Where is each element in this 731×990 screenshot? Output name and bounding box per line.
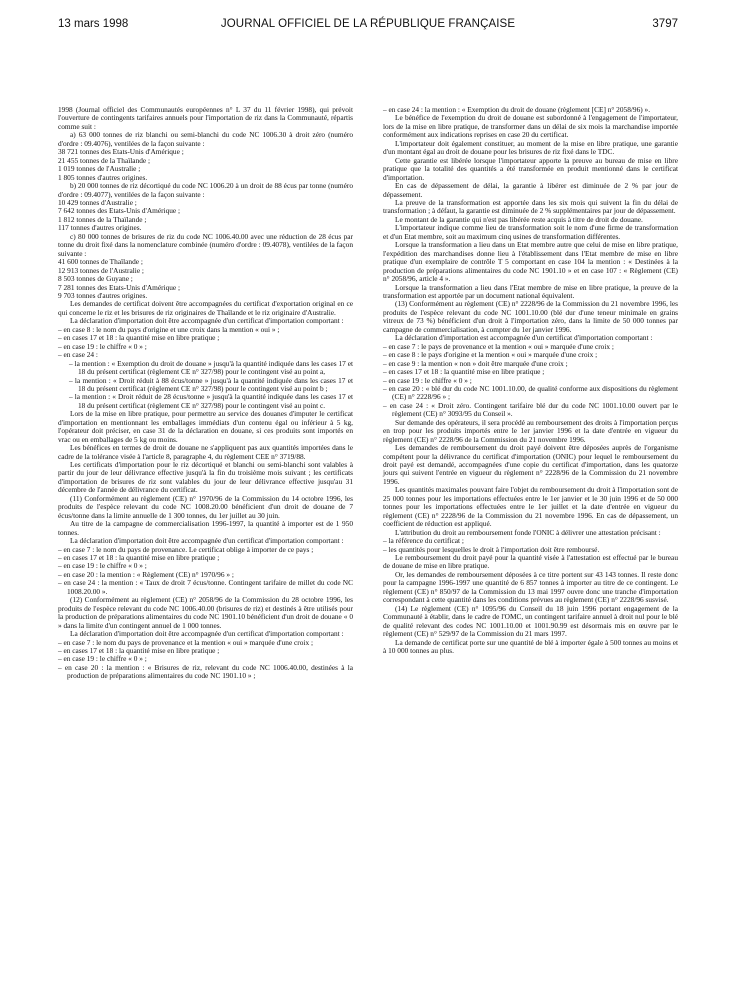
page-header xyxy=(58,18,678,40)
paragraph: (14) Le règlement (CE) n° 1095/96 du Conseil du 18 juin 1996 portant engagement de la Communauté à établir, dans le cadre de l'OMC, un contingent tarifaire annuel à droit nul pour le blé de qualité relevant des codes NC 1001.10.00 et 1001.90.99 est désormais mis en œuvre par le règlement (CE) n° 529/97 de la Commission du 21 mars 1997. xyxy=(383,603,678,639)
list-line: 1 019 tonnes de l'Australie ; xyxy=(58,164,141,174)
paragraph: Or, les demandes de remboursement déposées à ce titre portent sur 43 143 tonnes. Il reste donc pour la campagne 1996-1997 une quantité de 6 857 tonnes à importer au titre de ce contingent. Le règlement (CE) n° 850/97 de la Commission du 13 mai 1997 ouvre donc une tranche d'importation correspondant à cette quantité dans les conditions prévues au règlement (CE) n° 2228/96 susvisé. xyxy=(383,569,678,605)
list-item: – la mention : « Droit réduit de 28 écus/tonne » jusqu'à la quantité indiquée dans les cases 17 et 18 du présent certificat (règlement CE n° 327/98) pour le contingent visé au point c. xyxy=(69,392,353,410)
paragraph: La déclaration d'importation est accompagnée d'un certificat d'importation comportant : xyxy=(395,333,653,343)
paragraph: L'importateur doit également constituer, au moment de la mise en libre pratique, une garantie d'un montant égal au droit de douane pour les brisures de riz fixé dans le TDC. xyxy=(383,138,678,157)
paragraph: Les demandes de certificat doivent être accompagnées du certificat d'exportation original en ce qui concerne le riz et les brisures de riz originaires de Thaïlande et le riz originaire d'Australie. xyxy=(58,299,353,317)
list-line: 8 503 tonnes de Guyane ; xyxy=(58,274,133,284)
list-line: 10 429 tonnes d'Australie ; xyxy=(58,197,137,207)
list-item: – en case 7 : le nom du pays de provenance. Le certificat oblige à importer de ce pays ; xyxy=(58,544,314,554)
list-item: – en case 20 : la mention : « Règlement (CE) n° 1970/96 » ; xyxy=(58,569,234,579)
paragraph: Au titre de la campagne de commercialisation 1996-1997, la quantité à importer est de 1 950 tonnes. xyxy=(58,519,353,537)
list-item: – en case 20 : « blé dur du code NC 1001.10.00, de qualité conforme aux dispositions du règlement (CE) n° 2228/96 » ; xyxy=(383,383,678,402)
list-line: 1 805 tonnes d'autres origines. xyxy=(58,172,148,182)
paragraph: En cas de dépassement de délai, la garantie à libérer est diminuée de 2 % par jour de dépassement. xyxy=(383,181,678,199)
page-number: 3797 xyxy=(652,18,678,30)
list-item: – en cases 17 et 18 : la quantité mise en libre pratique ; xyxy=(58,333,220,343)
header-date: 13 mars 1998 xyxy=(58,18,129,30)
journal-title: JOURNAL OFFICIEL DE LA RÉPUBLIQUE FRANÇAISE xyxy=(220,18,516,30)
list-item: – en cases 17 et 18 : la quantité mise en libre pratique ; xyxy=(383,367,545,377)
paragraph: a) 63 000 tonnes de riz blanchi ou semi-blanchi du code NC 1006.30 à droit zéro (numéro d'ordre : 09.4076), ventilées de la façon suivante : xyxy=(58,130,353,148)
paragraph: La demande de certificat porte sur une quantité de blé à importer égale à 500 tonnes au moins et à 10 000 tonnes au plus. xyxy=(383,637,678,655)
list-line: 9 703 tonnes d'autres origines. xyxy=(58,290,148,300)
paragraph: La déclaration d'importation doit être accompagnée d'un certificat d'importation comportant : xyxy=(70,629,344,639)
list-item: – en case 7 : le pays de provenance et la mention « oui » marquée d'une croix ; xyxy=(383,341,614,351)
paragraph: Lors de la mise en libre pratique, pour permettre au service des douanes d'imputer le certificat d'importation en mentionnant les emballages immédiats d'un contenu égal ou inférieur à 5 kg, l'opérateur doit préciser, en case 31 de la déclaration en douane, si ces produits sont importés en vrac ou en emballages de 5 kg ou moins. xyxy=(58,409,353,444)
paragraph: L'attribution du droit au remboursement fonde l'ONIC à délivrer une attestation précisant : xyxy=(395,527,661,537)
list-line: 117 tonnes d'autres origines. xyxy=(58,223,142,233)
paragraph: La preuve de la transformation est apportée dans les six mois qui suivent la fin du délai de transformation ; à défaut, la garantie est diminuée de 2 % supplémentaires par jour de dépassement. xyxy=(383,197,678,216)
list-line: 7 281 tonnes des Etats-Unis d'Amérique ; xyxy=(58,282,181,292)
list-item: – en case 8 : le pays d'origine et la mention « oui » marquée d'une croix ; xyxy=(383,350,598,360)
list-item: – la mention : « Exemption du droit de douane » jusqu'à la quantité indiquée dans les cases 17 et 18 du présent certificat (règlement CE n° 327/98) pour le contingent visé au point a, xyxy=(69,358,353,377)
paragraph: (11) Conformément au règlement (CE) n° 1970/96 de la Commission du 14 octobre 1996, les produits de l'espèce relevant du code NC 1008.20.00 bénéficient d'un droit de douane de 7 écus/tonne dans la limite annuelle de 1 300 tonnes, du 1er juillet au 30 juin. xyxy=(58,493,353,520)
list-line: 12 913 tonnes de l'Australie ; xyxy=(58,265,144,275)
list-line: 41 600 tonnes de Thaïlande ; xyxy=(58,257,143,267)
list-item: – en case 19 : le chiffre « 0 » ; xyxy=(58,341,147,351)
left-column xyxy=(58,106,353,681)
paragraph: La déclaration d'importation doit être accompagnée d'un certificat d'importation comportant : xyxy=(70,316,344,326)
list-item: – la référence du certificat ; xyxy=(383,536,464,546)
list-line: 1 812 tonnes de la Thaïlande ; xyxy=(58,214,147,224)
paragraph: (13) Conformément au règlement (CE) n° 2228/96 de la Commission du 21 novembre 1996, les produits de l'espèce relevant du code NC 1001.10.00 (blé dur d'une teneur minimale en grains vitreux de 73 %) bénéficient d'un droit à l'importation zéro, dans la limite de 50 000 tonnes par campagne de commercialisation, à compter du 1er janvier 1996. xyxy=(383,299,678,334)
list-item: – en case 24 : xyxy=(58,350,98,360)
list-item: – en case 19 : le chiffre « 0 » ; xyxy=(58,561,147,571)
paragraph: Les quantités maximales pouvant faire l'objet du remboursement du droit à l'importation sont de 25 000 tonnes pour les importations effectuées entre le 1er janvier et le 30 juin 1996 et de 50 000 tonnes pour les importations effectuées entre le 1er juillet et la date d'entrée en vigueur du règlement (CE) n° 2228/96 de la Commission du 21 novembre 1996. En cas de dépassement, un coefficient de réduction est appliqué. xyxy=(383,485,678,529)
paragraph: Cette garantie est libérée lorsque l'importateur apporte la preuve au bureau de mise en libre pratique que la totalité des quantités a été transformée en produit mentionné dans le certificat d'importation. xyxy=(383,155,678,182)
paragraph: (12) Conformément au règlement (CE) n° 2058/96 de la Commission du 28 octobre 1996, les produits de l'espèce relevant du code NC 1006.40.00 (brisures de riz) et destinés à être utilisés pour la production de préparations alimentaires du code NC 1901.10 bénéficient d'un droit de douane « 0 » dans la limite d'un contingent annuel de 1 000 tonnes. xyxy=(58,595,353,630)
list-line: 38 721 tonnes des Etats-Unis d'Amérique ; xyxy=(58,147,184,157)
paragraph: Les certificats d'importation pour le riz décortiqué et blanchi ou semi-blanchi sont valables à partir du jour de leur délivrance effective jusqu'à la fin du troisième mois suivant ; les certificats d'importation de brisures de riz sont valables du jour de leur délivrance effective jusqu'au 31 décembre de l'année de délivrance du certificat. xyxy=(58,460,353,495)
paragraph: Les bénéfices en termes de droit de douane ne s'appliquent pas aux quantités importées dans le cadre de la tolérance visée à l'article 8, paragraphe 4, du règlement CEE n° 3719/88. xyxy=(58,443,353,461)
list-item: – la mention : « Droit réduit à 88 écus/tonne » jusqu'à la quantité indiquée dans les cases 17 et 18 du présent certificat (règlement CE n° 327/98) pour le contingent visé au point b ; xyxy=(69,375,353,393)
list-item: – en case 7 : le nom du pays de provenance et la mention « oui » marquée d'une croix ; xyxy=(58,637,314,647)
right-column xyxy=(383,106,678,655)
list-item: – en cases 17 et 18 : la quantité mise en libre pratique ; xyxy=(58,553,220,563)
paragraph: Les demandes de remboursement du droit payé doivent être déposées auprès de l'organisme compétent pour la délivrance du certificat d'importation (ONIC) pour lequel le remboursement du droit payé est demandé, accompagnées d'une copie du certificat d'importation, dans les quatorze jours qui suivent l'entrée en vigueur du règlement n° 2228/96 de la Commission du 21 novembre 1996. xyxy=(383,443,678,486)
list-item: – en case 24 : la mention : « Taux de droit 7 écus/tonne. Contingent tarifaire de millet du code NC 1008.20.00 ». xyxy=(58,578,353,596)
list-item: – en case 24 : « Droit zéro. Contingent tarifaire blé dur du code NC 1001.10.00 ouvert par le règlement (CE) n° 3093/95 du Conseil ». xyxy=(383,400,678,419)
paragraph: L'importateur indique comme lieu de transformation soit le nom d'une firme de transformation et d'un Etat membre, soit au maximum cinq usines de transformation différentes. xyxy=(383,223,678,241)
list-line: 1998 (Journal officiel des Communautés européennes n° L 37 du 11 février 1998), qui prévoit l'ouverture de contingents tarifaires annuels pour l'importation de riz dans la Communauté, répartis comme suit : xyxy=(58,105,353,131)
paragraph: Le remboursement du droit payé pour la quantité visée à l'attestation est effectué par le bureau de douane de mise en libre pratique. xyxy=(383,553,678,571)
list-line: 21 455 tonnes de la Thaïlande ; xyxy=(58,155,151,165)
paragraph: La déclaration d'importation doit être accompagnée d'un certificat d'importation comportant : xyxy=(70,536,344,546)
paragraph: Sur demande des opérateurs, il sera procédé au remboursement des droits à l'importation perçus en trop pour les produits importés entre le 1er janvier 1996 et la date d'entrée en vigueur du règlement (CE) n° 2228/96 de la Commission du 21 novembre 1996. xyxy=(383,417,678,444)
list-item: – en case 8 : le nom du pays d'origine et une croix dans la mention « oui » ; xyxy=(58,324,280,334)
list-item: – en case 24 : la mention : « Exemption du droit de douane (règlement [CE] n° 2058/96) ». xyxy=(383,105,651,114)
paragraph: Lorsque la transformation a lieu dans l'Etat membre de mise en libre pratique, la preuve de la transformation est apportée par un document national équivalent. xyxy=(383,282,678,300)
list-item: – les quantités pour lesquelles le droit à l'importation doit être remboursé. xyxy=(383,544,600,554)
list-item: – en case 19 : le chiffre « 0 » ; xyxy=(58,654,147,664)
paragraph: Lorsque la transformation a lieu dans un Etat membre autre que celui de mise en libre pratique, l'expédition des marchandises donne lieu à l'établissement dans l'Etat membre de mise en libre pratique d'un exemplaire de contrôle T 5 comportant en case 104 la mention : « Destinées à la production de préparations alimentaires du code NC 1901.10 » et en case 107 : « Règlement (CE) n° 2058/96, article 4 ». xyxy=(383,240,678,284)
list-item: – en cases 17 et 18 : la quantité mise en libre pratique ; xyxy=(58,646,220,655)
paragraph: Le montant de la garantie qui n'est pas libérée reste acquis à titre de droit de douane. xyxy=(395,214,643,224)
paragraph: b) 20 000 tonnes de riz décortiqué du code NC 1006.20 à un droit de 88 écus par tonne (numéro d'ordre : 09.4077), ventilées de la façon suivante : xyxy=(58,181,353,199)
list-line: 7 642 tonnes des Etats-Unis d'Amérique ; xyxy=(58,206,181,216)
list-item: – en case 19 : le chiffre « 0 » ; xyxy=(383,375,472,385)
list-item: – en case 20 : la mention : « Brisures de riz, relevant du code NC 1006.40.00, destinées à la production de préparations alimentaires du code NC 1901.10 » ; xyxy=(58,662,353,681)
paragraph: Le bénéfice de l'exemption du droit de douane est subordonné à l'engagement de l'importateur, lors de la mise en libre pratique, de transformer dans un délai de six mois la marchandise importée conformément aux indications reprises en case 20 du certificat. xyxy=(383,113,678,140)
paragraph: c) 80 000 tonnes de brisures de riz du code NC 1006.40.00 avec une réduction de 28 écus par tonne du droit fixé dans la nomenclature combinée (numéro d'ordre : 09.4078), ventilées de la façon suivante : xyxy=(58,231,353,258)
list-item: – en case 9 : la mention « non » doit être marquée d'une croix ; xyxy=(383,358,568,368)
